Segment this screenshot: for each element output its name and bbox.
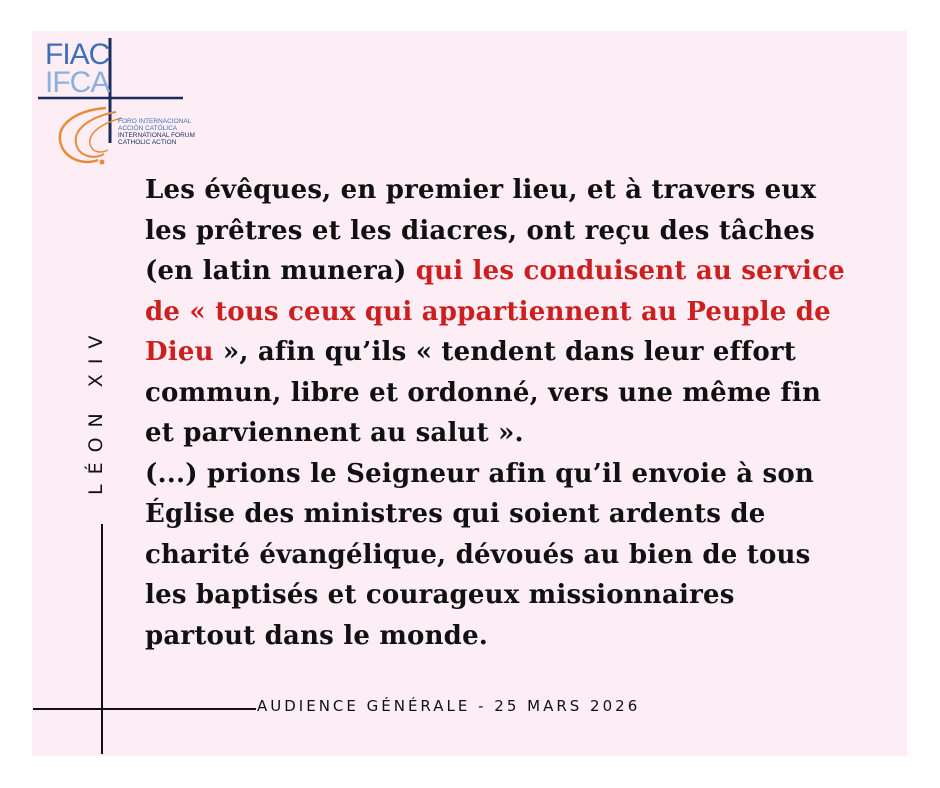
quote-line (145, 373, 895, 414)
highlighted-text: qui les conduisent au service (415, 256, 845, 286)
quote-line (145, 454, 895, 495)
quote-line (145, 251, 895, 292)
logo-sub-line: CATHOLIC ACTION (118, 139, 177, 146)
quote-line (145, 413, 895, 454)
quote-line (145, 170, 895, 211)
logo-ifca-text: IFCA (45, 66, 110, 99)
quote-segment: commun, libre et ordonné, vers une même fin (145, 377, 822, 408)
quote-line (145, 616, 895, 657)
quote-segment: et parviennent au salut ». (145, 418, 524, 448)
quote-segment: (...) prions le Seigneur afin qu’il envoie à son (145, 458, 814, 489)
quote-line (145, 211, 895, 252)
source-caption: AUDIENCE GÉNÉRALE - 25 MARS 2026 (257, 697, 641, 715)
quote-segment: les baptisés et courageux missionnaires (145, 580, 735, 610)
quote-segment: charité évangélique, dévoués au bien de tous (145, 539, 811, 570)
quote-line (145, 535, 895, 576)
quote-text (145, 170, 895, 656)
logo-sub-line: FORO INTERNACIONAL (118, 118, 192, 125)
quote-segment: les prêtres et les diacres, ont reçu des tâches (145, 215, 815, 246)
quote-segment: partout dans le monde. (145, 620, 489, 651)
quote-line (145, 575, 895, 616)
quote-line (145, 332, 895, 373)
quote-segment: (en latin munera) (145, 256, 416, 286)
quote-line (145, 494, 895, 535)
quote-line (145, 292, 895, 333)
logo-sub-line: ACCIÓN CATÓLICA (118, 125, 178, 132)
logo-fiac-text: FIAC (45, 38, 110, 71)
vertical-rule (101, 524, 103, 754)
quote-segment: Les évêques, en premier lieu, et à travers eux (145, 175, 817, 205)
fiac-ifca-logo (38, 38, 213, 178)
quote-segment: Église des ministres qui soient ardents de (145, 499, 766, 529)
quote-segment: », afin qu’ils « tendent dans leur effort (213, 337, 797, 367)
highlighted-text: Dieu (145, 337, 214, 367)
logo-sub-line: INTERNATIONAL FORUM (118, 132, 195, 139)
author-name: LÉON XIV (85, 325, 107, 495)
horizontal-rule (33, 708, 256, 710)
highlighted-text: de « tous ceux qui appartiennent au Peuple de (145, 296, 831, 327)
